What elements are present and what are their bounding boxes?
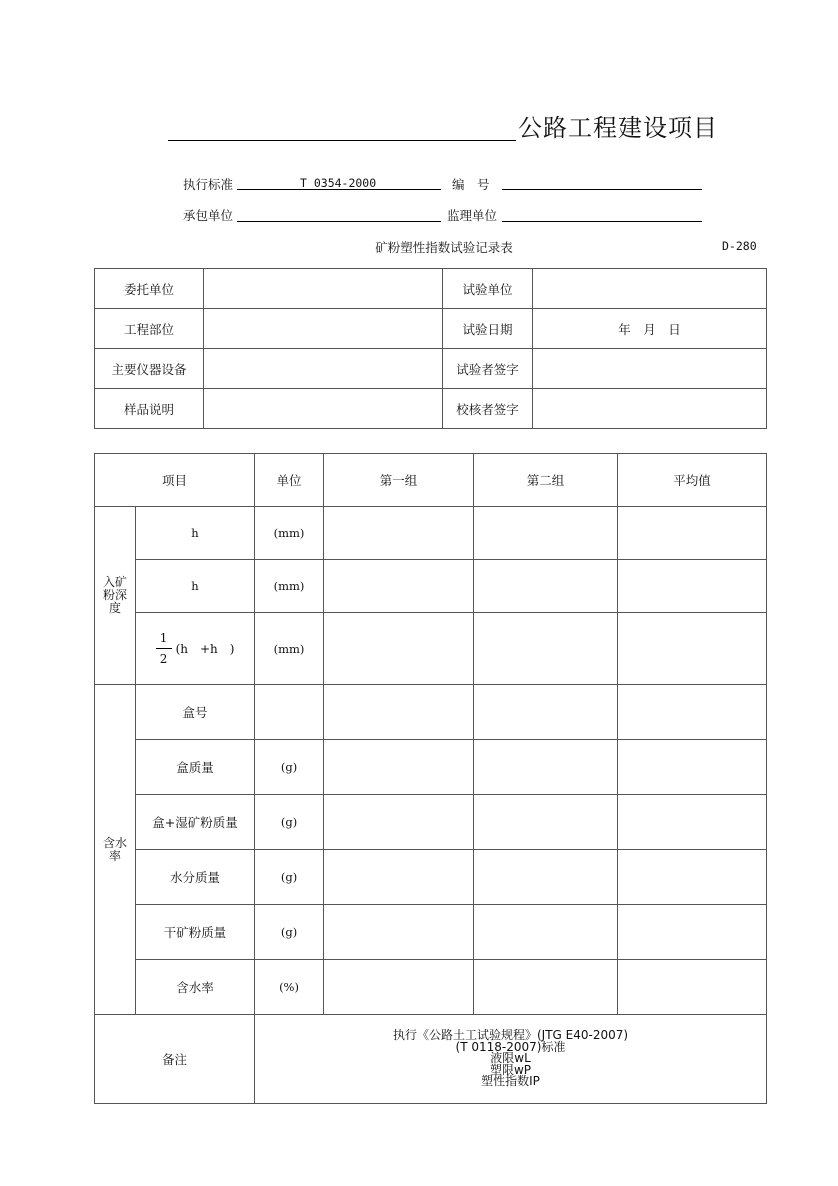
info-label: 委托单位 [95, 269, 204, 309]
fraction-numerator: 1 [159, 631, 168, 645]
formula-expression: (h +h ) [175, 642, 235, 656]
table-row [95, 795, 767, 850]
project-title: 公路工程建设项目 [518, 114, 718, 142]
info-row [95, 389, 767, 429]
average-cell[interactable] [618, 740, 767, 795]
average-cell[interactable] [618, 795, 767, 850]
project-location-field[interactable] [204, 309, 443, 349]
supervisor-field[interactable] [502, 221, 702, 222]
test-date-field[interactable]: 年 月 日 [533, 309, 767, 349]
info-label: 工程部位 [95, 309, 204, 349]
row-unit: (%) [255, 960, 324, 1015]
group2-cell[interactable] [474, 613, 618, 685]
remarks-line: 液限wL [490, 1051, 531, 1066]
info-label: 试验日期 [443, 309, 533, 349]
row-item: 盒号 [136, 685, 255, 740]
testing-unit-field[interactable] [533, 269, 767, 309]
form-title: 矿粉塑性指数试验记录表 [375, 240, 513, 255]
form-code: D-280 [722, 239, 757, 253]
table-row [95, 685, 767, 740]
equipment-field[interactable] [204, 349, 443, 389]
table-row [95, 905, 767, 960]
group2-cell[interactable] [474, 740, 618, 795]
standard-label: 执行标准 [183, 177, 234, 192]
remarks-line: 执行《公路土工试验规程》(JTG E40-2007) [392, 1028, 629, 1043]
tester-signature-field[interactable] [533, 349, 767, 389]
group2-cell[interactable] [474, 507, 618, 560]
serial-number-field[interactable] [502, 189, 702, 190]
column-header-item: 项目 [95, 454, 255, 507]
info-label: 校核者签字 [443, 389, 533, 429]
group1-cell[interactable] [324, 613, 474, 685]
info-row [95, 349, 767, 389]
row-unit [255, 685, 324, 740]
group1-cell[interactable] [324, 795, 474, 850]
row-unit: (g) [255, 740, 324, 795]
row-item: 盒质量 [136, 740, 255, 795]
row-item: h [136, 560, 255, 613]
row-item: 水分质量 [136, 850, 255, 905]
average-cell[interactable] [618, 960, 767, 1015]
table-row [95, 960, 767, 1015]
remarks-content [255, 1015, 767, 1104]
group1-cell[interactable] [324, 740, 474, 795]
row-item: h [136, 507, 255, 560]
client-unit-field[interactable] [204, 269, 443, 309]
serial-number-label: 编 号 [452, 177, 490, 192]
group1-cell[interactable] [324, 560, 474, 613]
average-cell[interactable] [618, 560, 767, 613]
column-header-group1: 第一组 [324, 454, 474, 507]
standard-value[interactable]: T 0354-2000 [300, 176, 377, 190]
table-row [95, 850, 767, 905]
remarks-row [95, 1015, 767, 1104]
row-item: 干矿粉质量 [136, 905, 255, 960]
sample-description-field[interactable] [204, 389, 443, 429]
average-cell[interactable] [618, 507, 767, 560]
info-label: 试验者签字 [443, 349, 533, 389]
group2-cell[interactable] [474, 795, 618, 850]
table-row [95, 613, 767, 685]
info-label: 试验单位 [443, 269, 533, 309]
table-row [95, 507, 767, 560]
contractor-field[interactable] [237, 221, 441, 222]
reviewer-signature-field[interactable] [533, 389, 767, 429]
info-label: 主要仪器设备 [95, 349, 204, 389]
average-cell[interactable] [618, 850, 767, 905]
group2-cell[interactable] [474, 850, 618, 905]
row-item: 盒+湿矿粉质量 [136, 795, 255, 850]
info-table [94, 268, 767, 429]
group1-cell[interactable] [324, 960, 474, 1015]
remarks-line: (T 0118-2007)标准 [455, 1039, 566, 1054]
row-item-average-formula [136, 613, 255, 685]
row-unit: (g) [255, 905, 324, 960]
row-item: 含水率 [136, 960, 255, 1015]
project-name-underline [168, 140, 516, 141]
group2-cell[interactable] [474, 685, 618, 740]
group2-cell[interactable] [474, 960, 618, 1015]
group1-cell[interactable] [324, 905, 474, 960]
contractor-label: 承包单位 [183, 208, 234, 223]
group-label-penetration: 入矿粉深度 [95, 507, 136, 685]
row-unit: (g) [255, 850, 324, 905]
header-row [95, 454, 767, 507]
group2-cell[interactable] [474, 560, 618, 613]
table-row [95, 740, 767, 795]
remarks-line: 塑性指数IP [481, 1074, 540, 1089]
supervisor-label: 监理单位 [447, 208, 498, 223]
average-cell[interactable] [618, 613, 767, 685]
row-unit: (mm) [255, 507, 324, 560]
remarks-line: 塑限wP [489, 1062, 532, 1077]
column-header-group2: 第二组 [474, 454, 618, 507]
info-label: 样品说明 [95, 389, 204, 429]
fraction-formula [156, 628, 235, 669]
column-header-unit: 单位 [255, 454, 324, 507]
group1-cell[interactable] [324, 507, 474, 560]
group2-cell[interactable] [474, 905, 618, 960]
group-label-moisture: 含水率 [95, 685, 136, 1015]
group1-cell[interactable] [324, 850, 474, 905]
row-unit: (g) [255, 795, 324, 850]
group1-cell[interactable] [324, 685, 474, 740]
data-table [94, 453, 767, 1104]
fraction-denominator: 2 [159, 652, 168, 666]
info-row [95, 309, 767, 349]
remarks-label: 备注 [95, 1015, 255, 1104]
info-row [95, 269, 767, 309]
average-cell[interactable] [618, 685, 767, 740]
table-row [95, 560, 767, 613]
average-cell[interactable] [618, 905, 767, 960]
row-unit: (mm) [255, 560, 324, 613]
row-unit: (mm) [255, 613, 324, 685]
column-header-average: 平均值 [618, 454, 767, 507]
